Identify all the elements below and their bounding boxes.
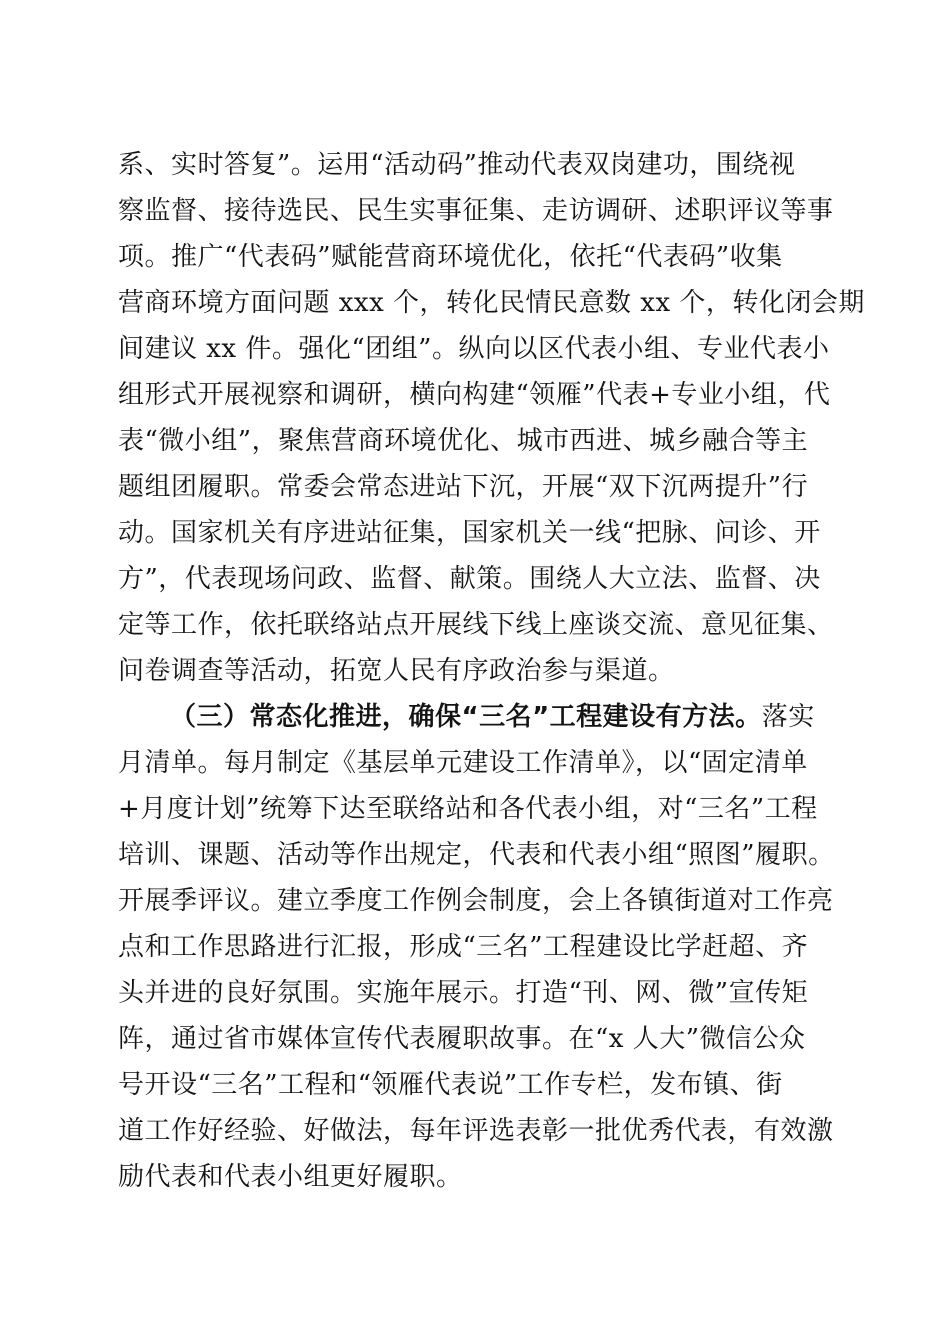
text-line: 问卷调查等活动，拓宽人民有序政治参与渠道。 xyxy=(118,656,675,686)
text-line: 表“微小组”，聚焦营商环境优化、城市西进、城乡融合等主 xyxy=(118,426,809,456)
text-line: 开展季评议。建立季度工作例会制度，会上各镇街道对工作亮 xyxy=(118,886,834,916)
text-line: 间建议 xx 件。强化“团组”。纵向以区代表小组、专业代表小 xyxy=(118,334,830,364)
text-line: 阵，通过省市媒体宣传代表履职故事。在“x 人大”微信公众 xyxy=(118,1024,806,1054)
text-line: 道工作好经验、好做法，每年评选表彰一批优秀代表，有效激 xyxy=(118,1116,834,1146)
text-line: 月清单。每月制定《基层单元建设工作清单》，以“固定清单 xyxy=(118,748,808,778)
paragraph-2-first-line xyxy=(118,694,838,740)
text-line: +月度计划”统筹下达至联络站和各代表小组，对“三名”工程 xyxy=(118,794,818,824)
text-line: 营商环境方面问题 xxx 个，转化民情民意数 xx 个，转化闭会期 xyxy=(118,288,865,318)
paragraph-1 xyxy=(118,142,865,694)
text-line: 励代表和代表小组更好履职。 xyxy=(118,1162,463,1192)
body-text xyxy=(118,142,865,1200)
text-line: 系、实时答复”。运用“活动码”推动代表双岗建功，围绕视 xyxy=(118,150,796,180)
text-line: 项。推广“代表码”赋能营商环境优化，依托“代表码”收集 xyxy=(118,242,783,272)
paragraph-2 xyxy=(118,694,838,1200)
text-fragment: 落实 xyxy=(761,702,815,732)
text-line: 题组团履职。常委会常态进站下沉，开展“双下沉两提升”行 xyxy=(118,472,809,502)
text-line: 组形式开展视察和调研，横向构建“领雁”代表+专业小组，代 xyxy=(118,380,831,410)
text-line: 头并进的良好氛围。实施年展示。打造“刊、网、微”宣传矩 xyxy=(118,978,809,1008)
section-heading: （三）常态化推进，确保“三名”工程建设有方法。 xyxy=(170,702,762,732)
text-line: 定等工作，依托联络站点开展线下线上座谈交流、意见征集、 xyxy=(118,610,834,640)
text-line: 点和工作思路进行汇报，形成“三名”工程建设比学赶超、齐 xyxy=(118,932,809,962)
text-line: 动。国家机关有序进站征集，国家机关一线“把脉、问诊、开 xyxy=(118,518,821,548)
text-line: 察监督、接待选民、民生实事征集、走访调研、述职评议等事 xyxy=(118,196,834,226)
text-line: 培训、课题、活动等作出规定，代表和代表小组“照图”履职。 xyxy=(118,840,835,870)
text-line: 号开设“三名”工程和“领雁代表说”工作专栏，发布镇、街 xyxy=(118,1070,783,1100)
text-line: 方”，代表现场问政、监督、献策。围绕人大立法、监督、决 xyxy=(118,564,821,594)
